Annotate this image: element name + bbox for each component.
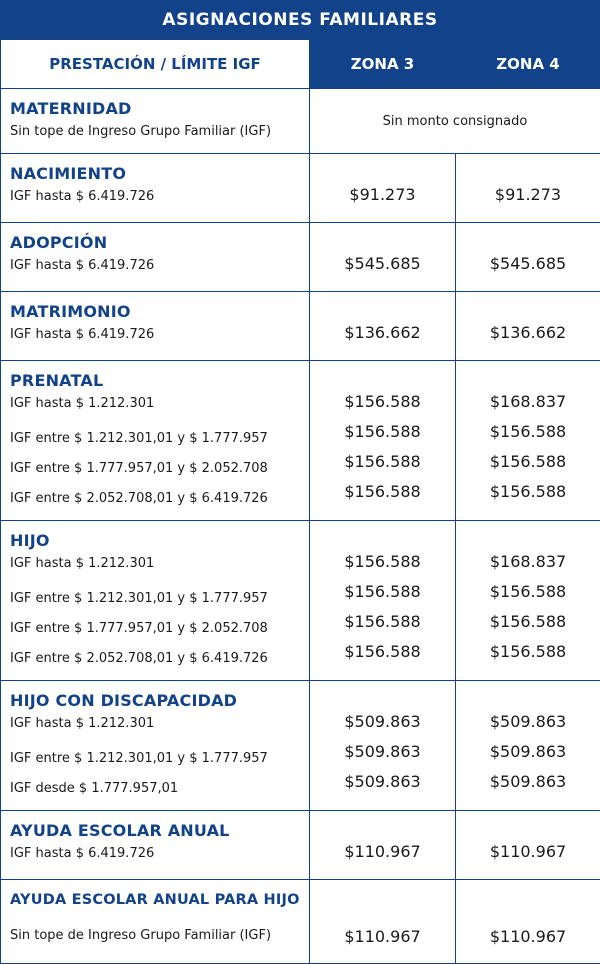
igf-limit-label: IGF entre $ 1.212.301,01 y $ 1.777.957 xyxy=(10,591,268,606)
amount-stack xyxy=(310,681,455,797)
column-header-zone-3: ZONA 3 xyxy=(310,40,456,89)
igf-limit-label: IGF hasta $ 1.212.301 xyxy=(10,716,155,731)
table-header-row xyxy=(1,40,600,89)
amount-stack xyxy=(310,361,455,507)
zone-3-amount: $156.588 xyxy=(344,552,421,571)
zone-3-cell xyxy=(310,361,456,521)
table-row xyxy=(1,811,600,880)
zone-4-amount: $91.273 xyxy=(494,185,562,204)
benefit-label xyxy=(1,521,309,674)
zone-4-amount: $136.662 xyxy=(489,323,567,342)
table-row xyxy=(1,681,600,811)
benefit-label xyxy=(1,292,309,345)
zone-3-cell xyxy=(310,880,456,964)
benefit-label xyxy=(1,223,309,276)
merged-value-cell: Sin monto consignado xyxy=(310,89,600,154)
amount-stack xyxy=(310,521,455,667)
table-row xyxy=(1,880,600,964)
igf-limit-label: IGF hasta $ 6.419.726 xyxy=(10,258,155,273)
zone-3-amount: $156.588 xyxy=(344,612,421,631)
benefit-title: HIJO CON DISCAPACIDAD xyxy=(10,691,238,710)
benefit-title: AYUDA ESCOLAR ANUAL PARA HIJO xyxy=(10,892,300,908)
amount-stack xyxy=(456,811,600,867)
zone-4-amount: $545.685 xyxy=(489,254,567,273)
igf-limit-label: IGF hasta $ 1.212.301 xyxy=(10,396,155,411)
igf-limit-label: Sin tope de Ingreso Grupo Familiar (IGF) xyxy=(10,124,272,139)
amount-stack xyxy=(310,292,455,348)
igf-limit-label: IGF entre $ 1.777.957,01 y $ 2.052.708 xyxy=(10,461,268,476)
zone-3-amount: $156.588 xyxy=(344,642,421,661)
igf-limit-label: IGF entre $ 1.212.301,01 y $ 1.777.957 xyxy=(10,431,268,446)
igf-limit-label: IGF entre $ 1.777.957,01 y $ 2.052.708 xyxy=(10,621,268,636)
benefit-label xyxy=(1,89,309,142)
benefit-cell xyxy=(1,681,310,811)
zone-3-amount: $545.685 xyxy=(344,254,421,273)
zone-3-amount: $156.588 xyxy=(344,582,421,601)
igf-limit-label: IGF hasta $ 6.419.726 xyxy=(10,327,155,342)
benefit-label xyxy=(1,681,309,804)
zone-4-amount: $168.837 xyxy=(489,392,567,411)
zone-3-amount: $156.588 xyxy=(344,482,421,501)
zone-4-cell xyxy=(456,154,600,223)
amount-stack xyxy=(456,223,600,279)
zone-4-amount: $509.863 xyxy=(489,742,567,761)
zone-3-amount: $156.588 xyxy=(344,392,421,411)
zone-3-cell xyxy=(310,681,456,811)
table-body xyxy=(1,89,600,964)
page-title: ASIGNACIONES FAMILIARES xyxy=(0,0,600,39)
zone-3-amount: $91.273 xyxy=(349,185,416,204)
benefit-title: AYUDA ESCOLAR ANUAL xyxy=(10,821,230,840)
zone-4-cell xyxy=(456,292,600,361)
zone-4-amount: $509.863 xyxy=(489,712,567,731)
zone-3-cell xyxy=(310,521,456,681)
zone-4-amount: $156.588 xyxy=(489,612,567,631)
zone-3-amount: $156.588 xyxy=(344,452,421,471)
zone-3-cell xyxy=(310,292,456,361)
benefit-title: ADOPCIÓN xyxy=(10,233,108,252)
amount-stack xyxy=(456,521,600,667)
zone-4-amount: $156.588 xyxy=(489,452,567,471)
benefit-cell xyxy=(1,89,310,154)
column-header-zone-4: ZONA 4 xyxy=(456,40,600,89)
benefit-label xyxy=(1,154,309,207)
amount-stack xyxy=(310,811,455,867)
igf-limit-label: IGF hasta $ 1.212.301 xyxy=(10,556,155,571)
igf-limit-label: IGF entre $ 2.052.708,01 y $ 6.419.726 xyxy=(10,651,268,666)
amount-stack xyxy=(456,154,600,210)
zone-4-cell xyxy=(456,521,600,681)
benefit-cell xyxy=(1,521,310,681)
zone-4-amount: $156.588 xyxy=(489,422,567,441)
zone-3-amount: $156.588 xyxy=(344,422,421,441)
igf-limit-label: Sin tope de Ingreso Grupo Familiar (IGF) xyxy=(10,928,272,943)
zone-4-amount: $509.863 xyxy=(489,772,567,791)
benefit-cell xyxy=(1,223,310,292)
igf-limit-label: IGF entre $ 1.212.301,01 y $ 1.777.957 xyxy=(10,751,268,766)
amount-stack xyxy=(456,361,600,507)
igf-limit-label: IGF hasta $ 6.419.726 xyxy=(10,189,155,204)
zone-4-cell xyxy=(456,880,600,964)
zone-4-cell xyxy=(456,223,600,292)
zone-3-cell xyxy=(310,154,456,223)
benefit-cell xyxy=(1,154,310,223)
table-row xyxy=(1,292,600,361)
igf-limit-label: IGF hasta $ 6.419.726 xyxy=(10,846,155,861)
column-header-benefit: PRESTACIÓN / LÍMITE IGF xyxy=(1,40,310,89)
zone-3-amount: $509.863 xyxy=(344,712,421,731)
benefit-cell xyxy=(1,811,310,880)
igf-limit-label: IGF desde $ 1.777.957,01 xyxy=(10,781,179,796)
zone-3-amount: $136.662 xyxy=(344,323,421,342)
amount-stack xyxy=(456,292,600,348)
benefits-table xyxy=(0,39,600,964)
zone-4-amount: $156.588 xyxy=(489,482,567,501)
benefit-cell xyxy=(1,880,310,964)
zone-4-cell xyxy=(456,681,600,811)
zone-4-amount: $110.967 xyxy=(489,842,567,861)
zone-4-amount: $156.588 xyxy=(489,642,567,661)
zone-4-amount: $168.837 xyxy=(489,552,567,571)
benefit-title: HIJO xyxy=(10,531,50,550)
benefit-title: MATRIMONIO xyxy=(10,302,131,321)
zone-4-amount: $156.588 xyxy=(489,582,567,601)
zone-3-amount: $110.967 xyxy=(344,842,421,861)
amount-stack xyxy=(310,154,455,210)
benefit-label xyxy=(1,880,309,946)
amount-stack xyxy=(310,223,455,279)
benefit-label xyxy=(1,361,309,514)
amount-stack xyxy=(310,880,455,952)
table-row xyxy=(1,223,600,292)
benefit-cell xyxy=(1,361,310,521)
benefit-cell xyxy=(1,292,310,361)
zone-3-amount: $509.863 xyxy=(344,772,421,791)
benefit-title: NACIMIENTO xyxy=(10,164,127,183)
amount-stack xyxy=(456,681,600,797)
zone-3-cell xyxy=(310,223,456,292)
zone-4-amount: $110.967 xyxy=(489,927,567,946)
zone-4-cell xyxy=(456,811,600,880)
igf-limit-label: IGF entre $ 2.052.708,01 y $ 6.419.726 xyxy=(10,491,268,506)
benefit-label xyxy=(1,811,309,864)
benefit-title: MATERNIDAD xyxy=(10,99,132,118)
table-row xyxy=(1,361,600,521)
table-row xyxy=(1,521,600,681)
amount-stack xyxy=(456,880,600,952)
table-row xyxy=(1,89,600,154)
zone-3-amount: $509.863 xyxy=(344,742,421,761)
zone-3-cell xyxy=(310,811,456,880)
zone-4-cell xyxy=(456,361,600,521)
table-row xyxy=(1,154,600,223)
zone-3-amount: $110.967 xyxy=(344,927,421,946)
benefit-title: PRENATAL xyxy=(10,371,104,390)
